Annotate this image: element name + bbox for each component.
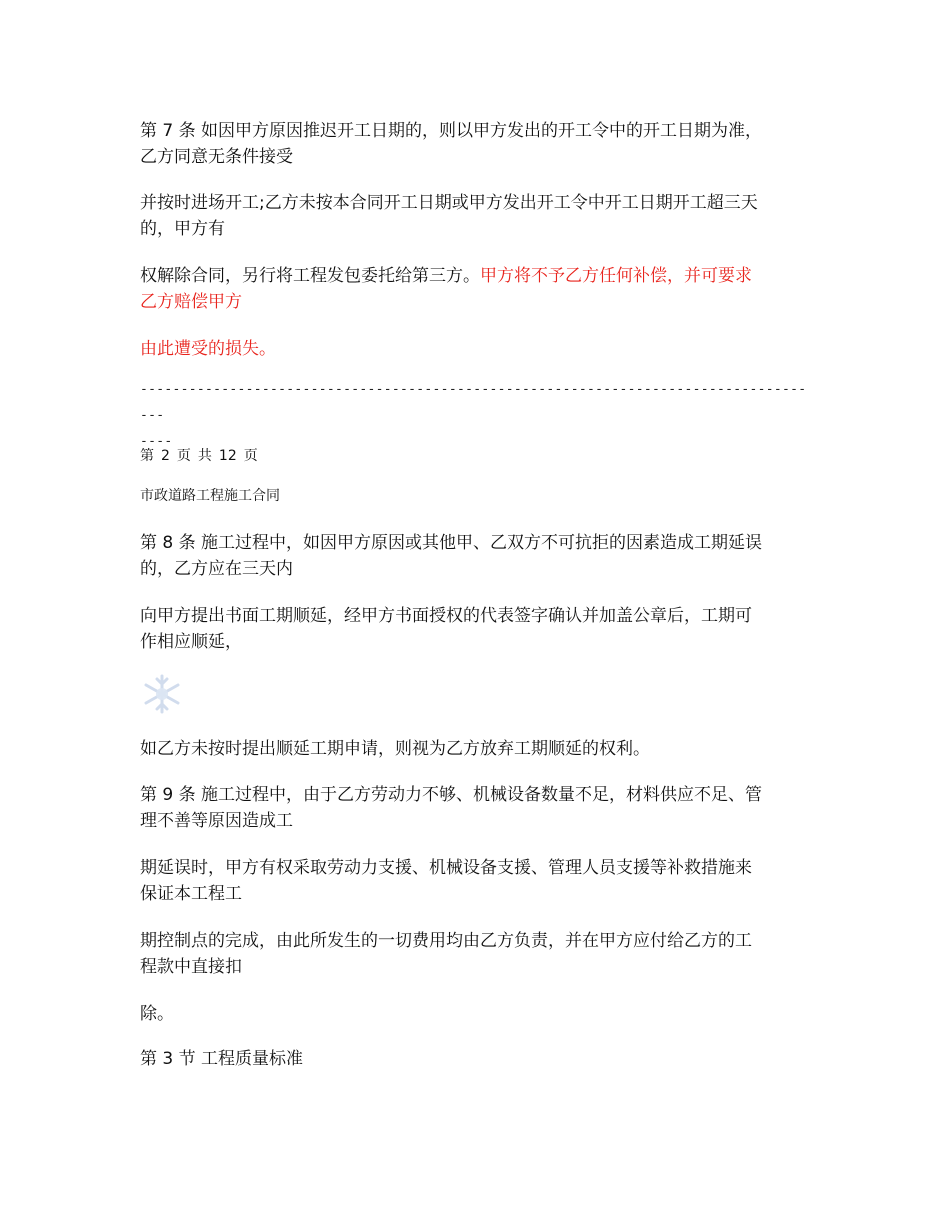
total-label: 共 [197,448,212,464]
article-7-paragraph [140,118,812,170]
article-8-continuation-line-1: 向甲方提出书面工期顺延，经甲方书面授权的代表签字确认并加盖公章后，工期可 [140,606,752,626]
separator-line-1: ------------------------------------------------------------------------------------- [140,382,807,423]
article-9-continuation-1-line-2: 保证本工程工 [140,884,242,904]
article-9-continuation-1 [140,855,812,907]
article-8-paragraph [140,530,812,582]
running-header: 市政道路工程施工合同 [140,488,280,504]
article-8-continuation-line-2: 作相应顺延， [140,632,242,652]
page-number-footer [140,446,265,466]
article-9-line-2: 理不善等原因造成工 [140,811,293,831]
article-7-continuation [140,190,812,242]
page-unit-label: 页 [176,448,191,464]
article-9-continuation-2-line-2: 程款中直接扣 [140,957,242,977]
article-8-line-2: 的，乙方应在三天内 [140,559,293,579]
section-3-heading: 第 3 节 工程质量标准 [140,1049,304,1069]
page-label: 第 [140,448,154,464]
article-9-continuation-1-line-1: 期延误时，甲方有权采取劳动力支援、机械设备支援、管理人员支援等补救措施来 [140,858,752,878]
article-9-line-1: 第 9 条 施工过程中，由于乙方劳动力不够、机械设备数量不足，材料供应不足、管 [140,785,763,805]
article-7-continuation-line-1: 并按时进场开工;乙方未按本合同开工日期或甲方发出开工令中开工日期开工超三天 [140,193,758,213]
page-separator [140,377,812,455]
total-unit-label: 页 [243,448,258,464]
termination-clause-line-1 [140,263,812,289]
article-9-continuation-2-line-1: 期控制点的完成，由此所发生的一切费用均由乙方负责，并在甲方应付给乙方的工 [140,931,752,951]
article-7-line-2: 乙方同意无条件接受 [140,147,293,167]
snowflake-icon [140,672,184,716]
termination-clause-line-2: 乙方赔偿甲方 [140,292,242,312]
separator-line-2: ---- [140,434,173,449]
article-9-continuation-2 [140,928,812,980]
article-7-continuation-line-2: 的，甲方有 [140,219,225,239]
article-7-line-1: 第 7 条 如因甲方原因推迟开工日期的，则以甲方发出的开工令中的开工日期为准， [140,121,763,141]
article-8-continuation [140,603,812,655]
termination-clause [140,263,812,315]
termination-text: 权解除合同，另行将工程发包委托给第三方。 [140,266,480,286]
loss-clause-red: 由此遭受的损失。 [140,339,276,359]
article-9-ending: 除。 [140,1004,174,1024]
article-8-line-1: 第 8 条 施工过程中，如因甲方原因或其他甲、乙双方不可抗拒的因素造成工期延误 [140,533,763,553]
current-page-number: 2 [161,448,170,464]
total-pages-number: 12 [218,448,237,464]
article-9-paragraph [140,782,812,834]
article-8-waiver: 如乙方未按时提出顺延工期申请，则视为乙方放弃工期顺延的权利。 [140,739,650,759]
compensation-text-red: 甲方将不予乙方任何补偿，并可要求 [480,266,752,286]
